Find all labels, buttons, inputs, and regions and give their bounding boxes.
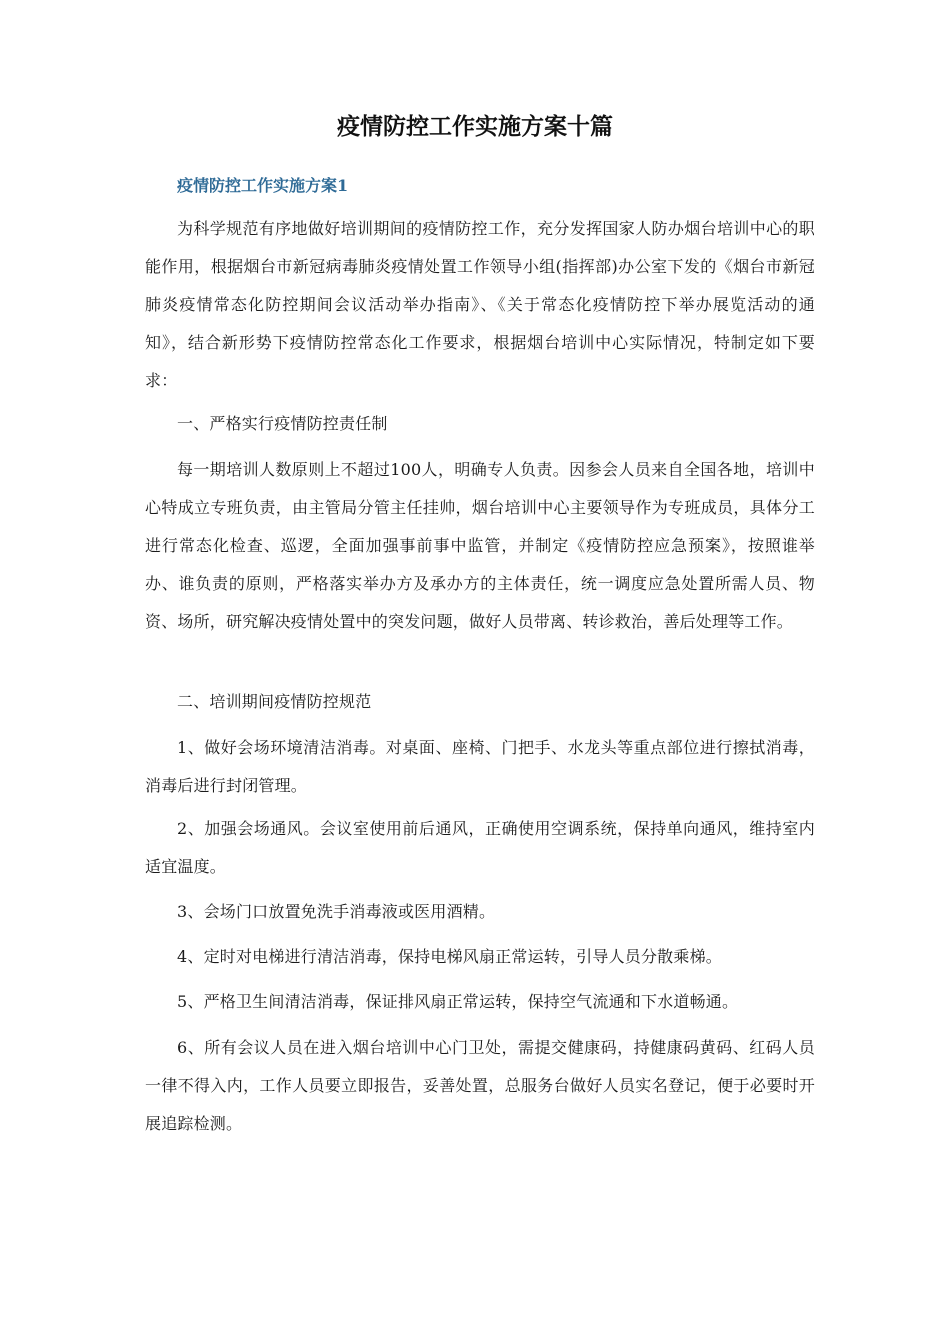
paragraph-item-6: 6、所有会议人员在进入烟台培训中心门卫处，需提交健康码，持健康码黄码、红码人员一律不得入内，工作人员要立即报告，妥善处置，总服务台做好人员实名登记，便于必要时开展追踪检测。	[145, 1038, 815, 1133]
paragraph-heading-2: 二、培训期间疫情防控规范	[177, 692, 372, 711]
paragraph-heading-1: 一、严格实行疫情防控责任制	[177, 414, 388, 433]
paragraph-responsibility: 每一期培训人数原则上不超过100人，明确专人负责。因参会人员来自全国各地，培训中心特成立专班负责，由主管局分管主任挂帅，烟台培训中心主要领导作为专班成员，具体分工进行常态化检查、巡逻，全面加强事前事中监管，并制定《疫情防控应急预案》，按照谁举办、谁负责的原则，严格落实举办方及承办方的主体责任，统一调度应急处置所需人员、物资、场所，研究解决疫情处置中的突发问题，做好人员带离、转诊救治，善后处理等工作。	[145, 460, 815, 631]
paragraph-item-4: 4、定时对电梯进行清洁消毒，保持电梯风扇正常运转，引导人员分散乘梯。	[177, 947, 722, 966]
paragraph-item-1: 1、做好会场环境清洁消毒。对桌面、座椅、门把手、水龙头等重点部位进行擦拭消毒，消毒后进行封闭管理。	[145, 738, 815, 795]
paragraph-item-3: 3、会场门口放置免洗手消毒液或医用酒精。	[177, 902, 496, 921]
paragraph-item-2: 2、加强会场通风。会议室使用前后通风，正确使用空调系统，保持单向通风，维持室内适宜温度。	[145, 819, 815, 876]
section-heading: 疫情防控工作实施方案1	[177, 176, 349, 195]
paragraph-item-5: 5、严格卫生间清洁消毒，保证排风扇正常运转，保持空气流通和下水道畅通。	[177, 992, 739, 1011]
paragraph-intro: 为科学规范有序地做好培训期间的疫情防控工作，充分发挥国家人防办烟台培训中心的职能作用，根据烟台市新冠病毒肺炎疫情处置工作领导小组(指挥部)办公室下发的《烟台市新冠肺炎疫情常态化防控期间会议活动举办指南》、《关于常态化疫情防控下举办展览活动的通知》，结合新形势下疫情防控常态化工作要求，根据烟台培训中心实际情况，特制定如下要求：	[145, 219, 815, 390]
document-title: 疫情防控工作实施方案十篇	[337, 113, 613, 140]
